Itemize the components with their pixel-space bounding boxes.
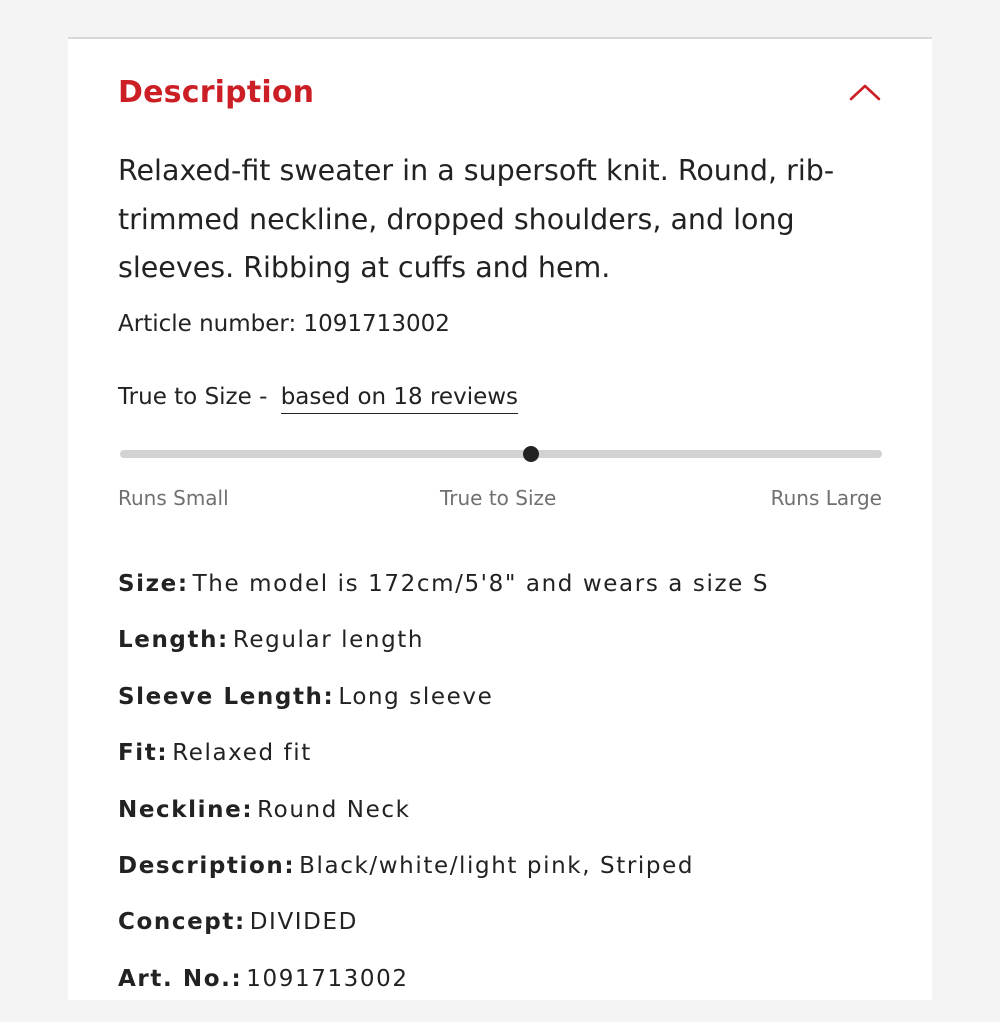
spec-label: Sleeve Length: bbox=[118, 683, 335, 710]
fit-label: True to Size - bbox=[118, 384, 268, 410]
spec-value: Black/white/light pink, Striped bbox=[299, 852, 695, 879]
spec-label: Description: bbox=[118, 852, 296, 879]
spec-value: Long sleeve bbox=[338, 683, 494, 710]
spec-row-neckline bbox=[118, 797, 898, 853]
reviews-link[interactable]: based on 18 reviews bbox=[281, 384, 518, 414]
scale-label-runs-small: Runs Small bbox=[118, 486, 229, 510]
spec-label: Fit: bbox=[118, 740, 169, 767]
spec-label: Size: bbox=[118, 571, 189, 597]
spec-label: Art. No.: bbox=[118, 965, 243, 992]
description-header[interactable] bbox=[118, 75, 882, 115]
spec-value: Regular length bbox=[232, 627, 425, 654]
spec-value: Relaxed fit bbox=[172, 740, 312, 767]
section-title: Description bbox=[118, 75, 315, 110]
spec-row-concept bbox=[118, 909, 898, 965]
spec-label: Neckline: bbox=[118, 796, 254, 823]
spec-label: Concept: bbox=[118, 909, 246, 936]
scale-label-true-to-size: True to Size bbox=[440, 486, 557, 510]
spec-value: The model is 172cm/5'8" and wears a size S bbox=[192, 571, 770, 597]
fit-summary bbox=[118, 384, 518, 414]
spec-row-size bbox=[118, 571, 898, 627]
product-summary: Relaxed-fit sweater in a supersoft knit. Round, rib-trimmed neckline, dropped shoulders, and long sleeves. Ribbing at cuffs and hem. bbox=[118, 154, 835, 284]
spec-value: 1091713002 bbox=[246, 965, 409, 992]
spec-value: Round Neck bbox=[257, 796, 411, 823]
spec-row-art-no bbox=[118, 966, 898, 1022]
spec-label: Length: bbox=[118, 627, 229, 654]
collapse-button[interactable] bbox=[848, 79, 882, 107]
product-specs bbox=[118, 571, 898, 1022]
fit-slider-track bbox=[120, 450, 882, 458]
spec-row-description bbox=[118, 853, 898, 909]
description-panel bbox=[68, 37, 932, 1000]
spec-row-fit bbox=[118, 740, 898, 796]
fit-slider-marker bbox=[523, 446, 539, 462]
spec-row-sleeve-length bbox=[118, 684, 898, 740]
article-number: Article number: 1091713002 bbox=[118, 311, 450, 337]
chevron-up-icon bbox=[848, 79, 882, 107]
spec-row-length bbox=[118, 627, 898, 683]
scale-label-runs-large: Runs Large bbox=[770, 486, 882, 510]
spec-value: DIVIDED bbox=[249, 909, 358, 936]
